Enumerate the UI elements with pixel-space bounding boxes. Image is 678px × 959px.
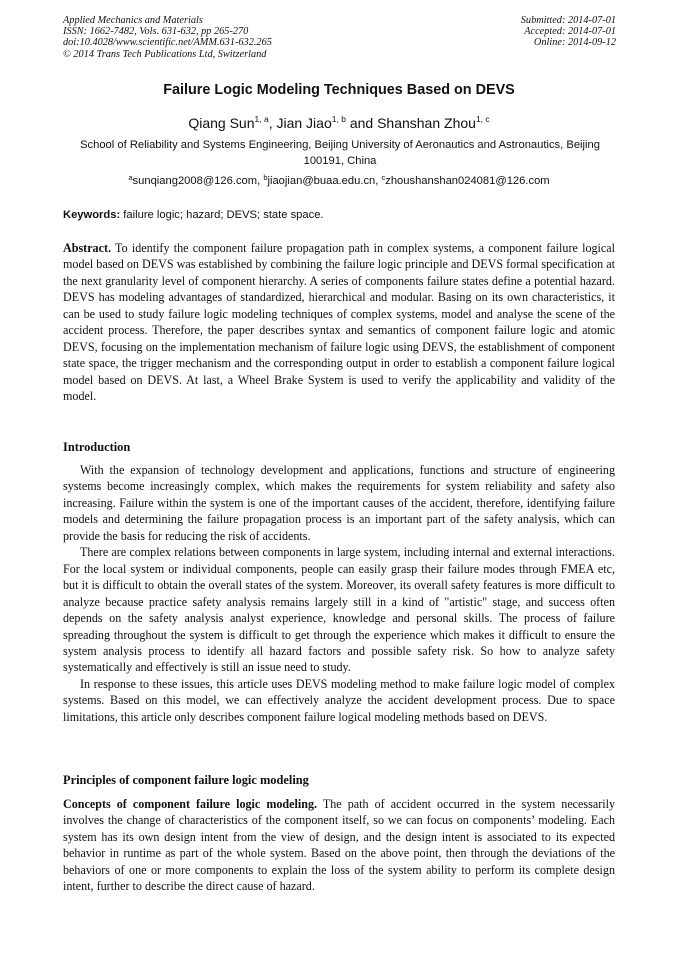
email-link[interactable]: zhoushanshan024081@126.com <box>385 175 550 187</box>
journal-header <box>63 15 272 60</box>
email-mark: b <box>263 173 268 182</box>
author-affiliation-mark: 1, a <box>254 114 269 124</box>
author-separator: , <box>268 115 277 131</box>
abstract-text: To identify the component failure propagation path in complex systems, a component failure logical model based on DEVS was established by combining the failure logic principle and DEVS formal specification at the next granularity level of component hierarchy. A series of components failure states define a potential hazard. DEVS has modeling advantages of standardized, hierarchical and modular. Basing on its own characteristics, it can be used to study failure logic modeling techniques of complex systems, model and analyse the scene of the accident process. Therefore, the paper describes syntax and semantics of component failure logic and atomic DEVS, focusing on the implementation mechanism of failure logic using DEVS, the establishment of component state space, the trigger mechanism and the corresponding output in order to establish a component failure logical model based on DEVS. At last, a Wheel Brake System is used to verify the applicability and validity of the model. <box>63 241 615 404</box>
author-affiliation-mark: 1, c <box>475 114 490 124</box>
online-date: Online: 2014-09-12 <box>533 37 616 49</box>
introduction-body <box>63 462 615 725</box>
subsection-lead: Concepts of component failure logic modeling. <box>63 797 318 811</box>
email-mark: a <box>128 173 133 182</box>
author-name: Qiang Sun <box>188 115 255 131</box>
keywords-label: Keywords: <box>63 209 121 221</box>
paragraph: There are complex relations between components in large system, including internal and external interactions. For the local system or individual components, people can easily grasp their failure modes through FMEA etc, but it is difficult to obtain the overall states of the system. Moreover, its overall safety features is more difficult to analyze because practice safety analysis remains largely still in a kind of "artistic" stage, and success often depends on the safety analysis analyst experience, knowledge and personal skills. The process of failure spreading throughout the system is difficult to get through the experience which makes it difficult to ensure the system analysis process to identify all hazard factors and possible safety risk. So how to analyze safety systematically and effectively is still an issue need to study. <box>63 545 615 675</box>
email-link[interactable]: jiaojian@buaa.edu.cn, <box>267 175 382 187</box>
journal-issn: ISSN: 1662-7482, Vols. 631-632, pp 265-270 <box>63 26 249 38</box>
section-heading-introduction: Introduction <box>63 440 131 454</box>
paragraph: With the expansion of technology development and applications, functions and structure of engineering systems become increasingly complex, which makes the requirements for system reliability and safety also increasing. Failure within the system is one of the important causes of the accident, therefore, identifying failure models and determining the failure propagation process is an important part of the safety analysis, which can provide the basis for reducing the risk of accidents. <box>63 463 615 543</box>
paragraph: In response to these issues, this article uses DEVS modeling method to make failure logic model of complex systems. Based on this model, we can effectively analyze the accident development process. Due to space limitations, this article only describes component failure logical modeling methods based on DEVS. <box>63 676 615 724</box>
paper-title: Failure Logic Modeling Techniques Based on DEVS <box>163 82 515 98</box>
journal-doi: doi:10.4028/www.scientific.net/AMM.631-632.265 <box>63 37 272 49</box>
email-mark: c <box>381 173 386 182</box>
submitted-date: Submitted: 2014-07-01 <box>520 15 616 26</box>
email-link[interactable]: sunqiang2008@126.com, <box>132 175 264 187</box>
author-list <box>0 114 678 132</box>
author-name: Shanshan Zhou <box>377 115 476 131</box>
abstract <box>63 240 615 405</box>
section-heading-principles: Principles of component failure logic modeling <box>63 773 309 787</box>
affiliation: School of Reliability and Systems Engineering, Beijing University of Aeronautics and Astronautics, Beijing 100191, China <box>80 139 600 167</box>
author-name: Jian Jiao <box>276 115 332 131</box>
author-emails <box>0 174 678 188</box>
keywords <box>63 208 615 223</box>
keywords-text: failure logic; hazard; DEVS; state space. <box>120 209 324 221</box>
author-separator: and <box>345 115 378 131</box>
author-affiliation-mark: 1, b <box>331 114 346 124</box>
paragraph: The path of accident occurred in the system necessarily involves the change of characteristics of the component itself, so we can focus on components’ modeling. Each system has its own design intent from the view of design, and the design intent is associated to its expected behavior in runtime as part of the whole system. Based on the above point, then through the deviations of the behaviors of one or more components to explain the loss of the system ability to perform its complete design intent, further to describe the direct cause of hazard. <box>63 797 615 894</box>
accepted-date: Accepted: 2014-07-01 <box>524 26 616 38</box>
journal-copyright: © 2014 Trans Tech Publications Ltd, Switzerland <box>63 48 267 60</box>
submission-dates <box>521 15 616 49</box>
principles-body <box>63 796 615 895</box>
journal-name: Applied Mechanics and Materials <box>63 15 203 26</box>
abstract-label: Abstract. <box>63 241 112 255</box>
